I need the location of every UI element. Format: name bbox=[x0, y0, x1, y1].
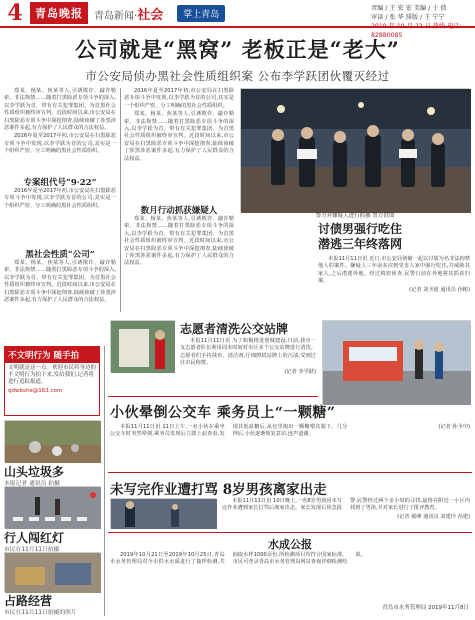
issue-line-2: 审读 / 张 华 排版 / 王 宁宁 bbox=[371, 14, 445, 21]
civility-promo-contact[interactable]: qdwbshe@163.com bbox=[8, 388, 63, 394]
child-photo-image bbox=[111, 499, 217, 529]
lead-paragraph: 郑某、杨某、焦某等人,引诱欺诈、敲诈勒索、非法拘禁……随着打黑除恶专项斗争的深入,以李学跃为首、带有有关犯罪集团、为首黑社会性质组织被终审宣判。近段时间以来,市公安局在扫黑除恶专项斗争中深挖彻查,陆续侦破了涉黑涉恶案件多起,有力保护了人民群众的合法权益。 bbox=[124, 216, 234, 267]
bus-story-byline: (记者 孙圣中) bbox=[438, 424, 470, 430]
stall-caption: 市民在11月11日拍摄的照片 bbox=[4, 610, 77, 616]
section-label bbox=[94, 4, 163, 23]
left-column-divider bbox=[104, 346, 105, 616]
lead-paragraph: 郑某、杨某、焦某等人,引诱欺诈、敲诈勒索、非法拘禁……随着打黑除恶专项斗争的深入,以李学跃为首、带有有关犯罪集团、为首黑社会性质组织被终审宣判。近段时间以来,市公安局在扫黑除恶专项斗争中深挖彻查,陆续侦破了涉黑涉恶案件多起,有力保护了人民群众的合法权益。 bbox=[4, 88, 116, 132]
section-rule bbox=[108, 472, 472, 473]
section-title-922: 专案组代号“9·22” bbox=[23, 178, 97, 188]
debt-story-text: 本报11月11日讯 近日,市公安局侦破一起以讨债为名非法拘禁他人的案件。嫌疑人三年前多次到受害人家中强行吃住,并威胁其家人,之后潜逃外地。经过缜密侦查,民警日前在外地将其抓获归案。 bbox=[318, 256, 470, 285]
volunteer-story-title: 志愿者清洗公交站牌 bbox=[180, 322, 289, 336]
lead-column-2b bbox=[124, 216, 234, 267]
lead-paragraph: 2016年夏至2017年初,市公安局在扫黑除恶专项斗争中发现,以李学跃为首的公司,其实是一个组织严密、分工明确的黑社会性质组织。 bbox=[4, 133, 116, 155]
lead-column-1c bbox=[4, 260, 116, 312]
debt-story-title-1: 讨债男强行吃住 bbox=[318, 222, 403, 236]
water-report-title: 水成公报 bbox=[268, 538, 312, 551]
child-story-text: 本报11月11日讯 10日晚上,一名8岁男孩因未写完作业遭到家长打骂后离家出走。家长发现后焦急报警,民警经过两个多小时的寻找,最终在附近一小区内找到了男孩,并对家长进行了批评教育。 bbox=[222, 498, 470, 512]
issue-line-3: 2019 年 10 月 22 日 热线 电话: 82880085 bbox=[371, 23, 462, 39]
debt-story-byline: (记者 刘圣迪 通讯员 孙彬) bbox=[409, 286, 470, 293]
section-rule bbox=[108, 532, 472, 533]
water-report-body bbox=[110, 552, 470, 606]
civility-promo-head: 不文明行为 随手拍 bbox=[5, 347, 99, 363]
bus-story-text: 本报11月11日讯 11日上午,一名小伙在乘坐公交车时突然晕倒,乘务员发现后立即上前查看,发现其低血糖后,从包里掏出一颗糖喂其服下。几分钟后,小伙逐渐恢复意识,连声道谢。 bbox=[110, 424, 348, 438]
child-story-byline: (记者 郝峰 通讯员 刘建玲 孙建) bbox=[397, 513, 470, 520]
water-report-text: 2019年10月21日至2019年10月25日,青岛市水务管理局对全市供水水质进行了抽样检测,共抽取水样1000余份,所检测项目均符合国家标准。市民可登录青岛市水务管理局网站查询详细检测结果。 bbox=[110, 552, 366, 566]
garbage-photo-image bbox=[5, 421, 101, 463]
bus-photo bbox=[322, 320, 470, 404]
arrest-photo bbox=[240, 88, 470, 212]
page-headline: 公司就是“黑窝” 老板正是“老大” bbox=[75, 37, 400, 62]
bus-photo-image bbox=[323, 321, 471, 405]
crossing-photo bbox=[4, 486, 100, 528]
debt-story-title-2: 潜逃三年终落网 bbox=[318, 237, 403, 251]
lead-column-1b bbox=[4, 188, 116, 244]
lead-paragraph: 郑某、杨某、焦某等人,引诱欺诈、敲诈勒索、非法拘禁……随着打黑除恶专项斗争的深入,以李学跃为首、带有有关犯罪集团、为首黑社会性质组织被终审宣判。近段时间以来,市公安局在扫黑除恶专项斗争中深挖彻查,陆续侦破了涉黑涉恶案件多起,有力保护了人民群众的合法权益。 bbox=[4, 260, 116, 304]
stall-title: 占路经营 bbox=[4, 594, 53, 608]
redlight-caption: 市民在11月11日拍摄 bbox=[4, 547, 60, 553]
arrest-photo-image bbox=[241, 89, 471, 213]
volunteer-story-text: 本报11月11日讯 为了积极推进创城建设,日前,我市一支志愿者队伍利用周末时间对市区多个公交站牌进行清洗。志愿者们手持抹布、清洁剂,仔细擦拭站牌上的污渍,受到过往市民称赞。 bbox=[180, 338, 316, 367]
garbage-caption: 本报记者 通讯员 拍摄 bbox=[4, 481, 60, 487]
section-title-arrests: 数月行动抓获嫌疑人 bbox=[140, 206, 218, 216]
app-badge[interactable]: 掌上青岛 bbox=[177, 5, 225, 22]
volunteer-story-body bbox=[180, 338, 316, 392]
lead-paragraph: 2016年夏至2017年初,市公安局在扫黑除恶专项斗争中发现,以李学跃为首的公司,其实是一个组织严密、分工明确的黑社会性质组织。 bbox=[124, 88, 234, 109]
masthead bbox=[0, 0, 475, 39]
column-divider bbox=[120, 88, 121, 312]
civility-promo-body bbox=[5, 363, 99, 397]
redlight-title: 行人闯红灯 bbox=[4, 531, 65, 545]
child-story-title: 未写完作业遭打骂 8岁男孩离家出走 bbox=[110, 482, 327, 498]
page-subhead: 市公安局侦办黑社会性质组织案 公布李学跃团伙覆灭经过 bbox=[85, 69, 390, 83]
arrest-photo-caption: 警方对嫌疑人进行抓捕 警方供图 bbox=[315, 213, 395, 219]
volunteer-photo bbox=[110, 320, 174, 372]
section-rule bbox=[108, 396, 318, 397]
section-prefix: 青岛新闻· bbox=[94, 10, 138, 22]
lead-column-2 bbox=[124, 88, 234, 208]
bus-story-body bbox=[110, 424, 470, 470]
water-report-footer: 青岛市水务管理局 2019年11月8日 bbox=[382, 605, 469, 611]
lead-column-1 bbox=[4, 88, 116, 178]
street-stall-photo-image bbox=[5, 553, 101, 593]
garbage-photo bbox=[4, 420, 100, 462]
lead-paragraph: 郑某、杨某、焦某等人,引诱欺诈、敲诈勒索、非法拘禁……随着打黑除恶专项斗争的深入,以李学跃为首、带有有关犯罪集团、为首黑社会性质组织被终审宣判。近段时间以来,市公安局在扫黑除恶专项斗争中深挖彻查,陆续侦破了涉黑涉恶案件多起,有力保护了人民群众的合法权益。 bbox=[124, 111, 234, 162]
page-number: 4 bbox=[7, 0, 23, 26]
debt-story-body bbox=[318, 256, 470, 316]
lead-paragraph: 2016年夏至2017年初,市公安局在扫黑除恶专项斗争中发现,以李学跃为首的公司,其实是一个组织严密、分工明确的黑社会性质组织。 bbox=[4, 188, 116, 209]
section-name: 社会 bbox=[137, 7, 164, 23]
debt-story-title bbox=[318, 222, 402, 252]
crossing-photo-image bbox=[5, 487, 101, 529]
street-stall-photo bbox=[4, 552, 100, 592]
civility-promo-box[interactable] bbox=[4, 346, 100, 416]
bus-story-title: 小伙晕倒公交车 乘务员上“一颗糖” bbox=[110, 405, 336, 421]
issue-line-1: 责编 / 王 宏 宏 美编 / 于 倩 bbox=[371, 5, 447, 12]
volunteer-photo-image bbox=[111, 321, 175, 373]
volunteer-story-byline: (记者 李学跃) bbox=[284, 368, 316, 375]
child-story-body bbox=[222, 498, 470, 530]
child-photo bbox=[110, 498, 216, 528]
newspaper-brand: 青岛晚报 bbox=[30, 2, 88, 24]
civility-promo-text: 文明就是这一点。欢迎市民将身边的不文明行为拍下来,发给我们,记者将进行追踪报道。 bbox=[8, 365, 97, 385]
section-title-company: 黑社会性质“公司” bbox=[25, 250, 95, 260]
garbage-title: 山头垃圾多 bbox=[4, 465, 65, 479]
